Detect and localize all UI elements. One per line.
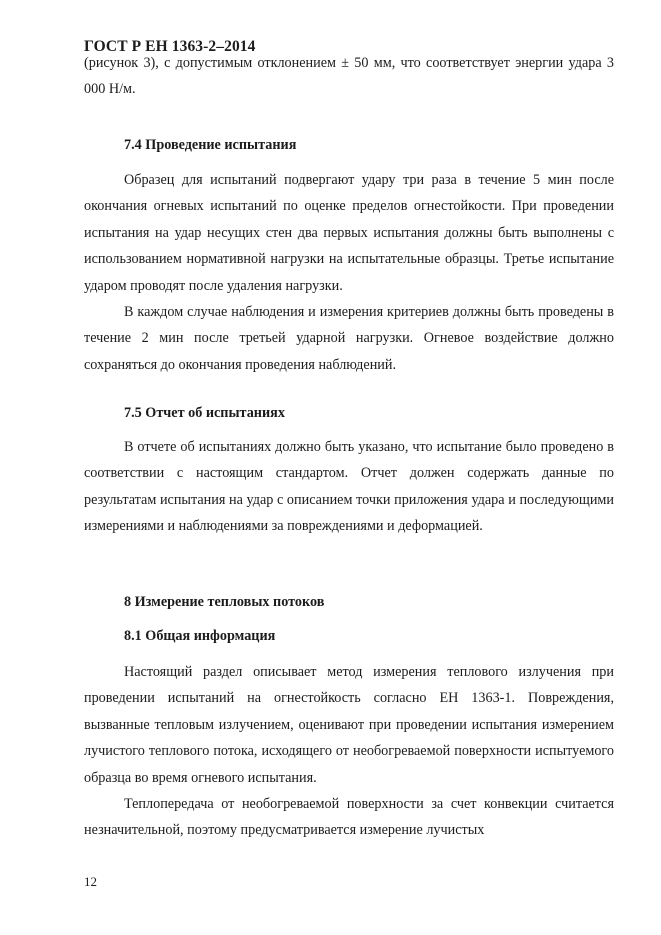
section-7-4-heading: 7.4 Проведение испытания	[124, 137, 297, 153]
intro-continuation-paragraph: (рисунок 3), с допустимым отклонением ± 50 мм, что соответствует энергии удара 3 000 Н/м.	[84, 55, 614, 98]
document-header: ГОСТ Р ЕН 1363-2–2014	[84, 38, 256, 55]
section-8-1-paragraph-1: Настоящий раздел описывает метод измерения теплового излучения при проведении испытаний на огнестойкость согласно ЕН 1363-1. Повреждения, вызванные тепловым излучением, оценивают при проведении испытания измерением лучистого теплового потока, исходящего от необогреваемой поверхности испытуемого образца во время огневого испытания.	[84, 664, 614, 786]
section-7-5-heading: 7.5 Отчет об испытаниях	[124, 405, 285, 421]
section-8-heading: 8 Измерение тепловых потоков	[124, 594, 325, 610]
section-8-1-heading: 8.1 Общая информация	[124, 628, 276, 644]
section-8-1-paragraph-2: Теплопередача от необогреваемой поверхности за счет конвекции считается незначительной, поэтому предусматривается измерение лучистых	[84, 796, 614, 839]
section-7-5-paragraph-1: В отчете об испытаниях должно быть указано, что испытание было проведено в соответствии с настоящим стандартом. Отчет должен содержать данные по результатам испытания на удар с описанием точки приложения удара и последующими измерениями и наблюдениями за повреждениями и деформацией.	[84, 439, 614, 535]
page-number: 12	[84, 874, 97, 889]
section-7-4-paragraph-2: В каждом случае наблюдения и измерения критериев должны быть проведены в течение 2 мин после третьей ударной нагрузки. Огневое воздействие должно сохраняться до окончания проведения наблюдений.	[84, 304, 614, 373]
section-7-4-paragraph-1: Образец для испытаний подвергают удару три раза в течение 5 мин после окончания огневых испытаний по оценке пределов огнестойкости. При проведении испытания на удар несущих стен два первых испытания должны быть выполнены с использованием нормативной нагрузки на испытательные образцы. Третье испытание ударом проводят после удаления нагрузки.	[84, 172, 614, 294]
